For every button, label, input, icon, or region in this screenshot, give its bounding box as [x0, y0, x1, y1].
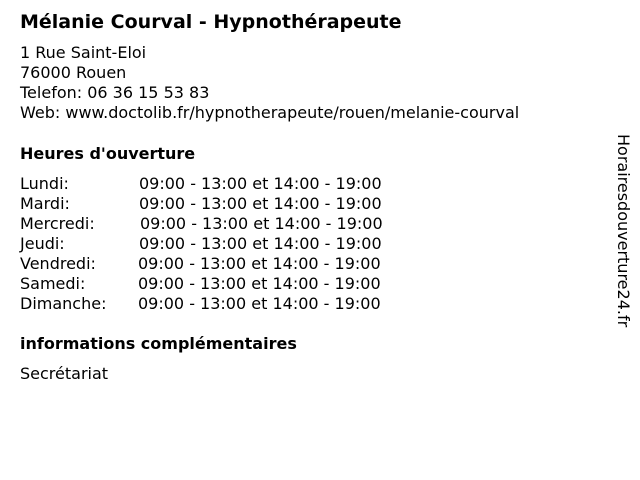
day-label: Mardi: [20, 194, 70, 213]
day-label: Mercredi: [20, 214, 95, 233]
day-label: Vendredi: [20, 254, 96, 273]
site-watermark: Horairesdouverture24.fr [614, 134, 633, 328]
page-title: Mélanie Courval - Hypnothérapeute [20, 11, 402, 33]
time-range: 09:00 - 13:00 et 14:00 - 19:00 [138, 294, 381, 313]
time-range: 09:00 - 13:00 et 14:00 - 19:00 [138, 274, 381, 293]
phone-number: Telefon: 06 36 15 53 83 [20, 83, 210, 102]
time-range: 09:00 - 13:00 et 14:00 - 19:00 [140, 214, 383, 233]
additional-info-heading: informations complémentaires [20, 334, 297, 353]
time-range: 09:00 - 13:00 et 14:00 - 19:00 [139, 234, 382, 253]
time-range: 09:00 - 13:00 et 14:00 - 19:00 [139, 194, 382, 213]
day-label: Samedi: [20, 274, 86, 293]
postal-city: 76000 Rouen [20, 63, 127, 82]
day-label: Dimanche: [20, 294, 107, 313]
time-range: 09:00 - 13:00 et 14:00 - 19:00 [138, 254, 381, 273]
day-label: Jeudi: [20, 234, 65, 253]
address-block [20, 43, 519, 123]
website-link[interactable]: Web: www.doctolib.fr/hypnotherapeute/rouen/melanie-courval [20, 103, 520, 122]
opening-hours-heading: Heures d'ouverture [20, 144, 196, 163]
day-label: Lundi: [20, 174, 69, 193]
street-address: 1 Rue Saint-Eloi [20, 43, 147, 62]
time-range: 09:00 - 13:00 et 14:00 - 19:00 [139, 174, 382, 193]
additional-info-text: Secrétariat [20, 364, 109, 383]
